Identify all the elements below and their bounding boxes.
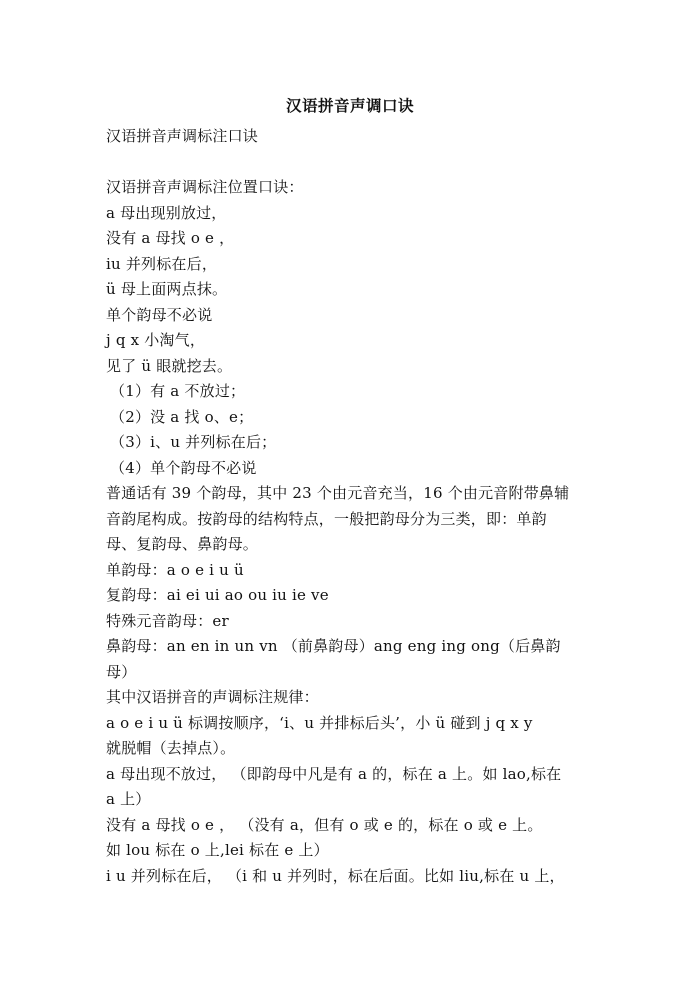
text-line: 鼻韵母：an en in un vn （前鼻韵母）ang eng ing ong（后鼻韵 — [106, 637, 561, 655]
text-line: iu 并列标在后， — [106, 254, 218, 273]
text-line: 普通话有 39 个韵母，其中 23 个由元音充当，16 个由元音附带鼻辅 — [106, 484, 570, 502]
list-item: （4）单个韵母不必说 — [110, 458, 257, 477]
text-line: 没有 a 母找 o e ， — [106, 229, 235, 247]
text-line: 母） — [106, 662, 137, 681]
text-line: j q x 小淘气， — [106, 331, 206, 349]
text-line: 复韵母：ai ei ui ao ou iu ie ve — [106, 586, 329, 604]
text-line: 没有 a 母找 o e ， （没有 a，但有 o 或 e 的，标在 o 或 e 上。 — [106, 815, 543, 834]
text-line: i u 并列标在后， （i 和 u 并列时，标在后面。比如 liu,标在 u 上， — [106, 866, 565, 885]
text-line: a o e i u ü 标调按顺序，‘i、u 并排标后头’，小 ü 碰到 j q x y — [106, 713, 533, 732]
document-body — [106, 124, 596, 889]
document-title: 汉语拼音声调口诀 — [285, 96, 414, 115]
list-item: （2）没 a 找 o、e； — [110, 407, 254, 426]
list-item: （3）i、u 并列标在后； — [110, 433, 277, 451]
text-line: 母、复韵母、鼻韵母。 — [106, 535, 259, 553]
blank-line — [106, 150, 596, 176]
text-line: 单韵母：a o e i u ü — [106, 560, 244, 579]
text-line: a 母出现不放过， （即韵母中凡是有 a 的，标在 a 上。如 lao,标在 — [106, 764, 562, 783]
text-line: ü 母上面两点抹。 — [106, 280, 228, 298]
text-line: 汉语拼音声调标注位置口诀： — [106, 178, 304, 196]
subtitle-line: 汉语拼音声调标注口诀 — [106, 127, 259, 145]
text-line: a 上） — [106, 790, 151, 808]
text-line: 其中汉语拼音的声调标注规律： — [106, 688, 319, 706]
text-line: 见了 ü 眼就挖去。 — [106, 356, 233, 375]
text-line: 音韵尾构成。按韵母的结构特点，一般把韵母分为三类，即：单韵 — [106, 509, 547, 528]
text-line: 如 lou 标在 o 上,lei 标在 e 上） — [106, 841, 329, 859]
text-line: 单个韵母不必说 — [106, 305, 213, 324]
text-line: a 母出现别放过， — [106, 203, 227, 222]
text-line: 特殊元音韵母：er — [106, 611, 229, 630]
text-line: 就脱帽（去掉点）。 — [106, 739, 236, 757]
list-item: （1）有 a 不放过； — [110, 382, 246, 400]
